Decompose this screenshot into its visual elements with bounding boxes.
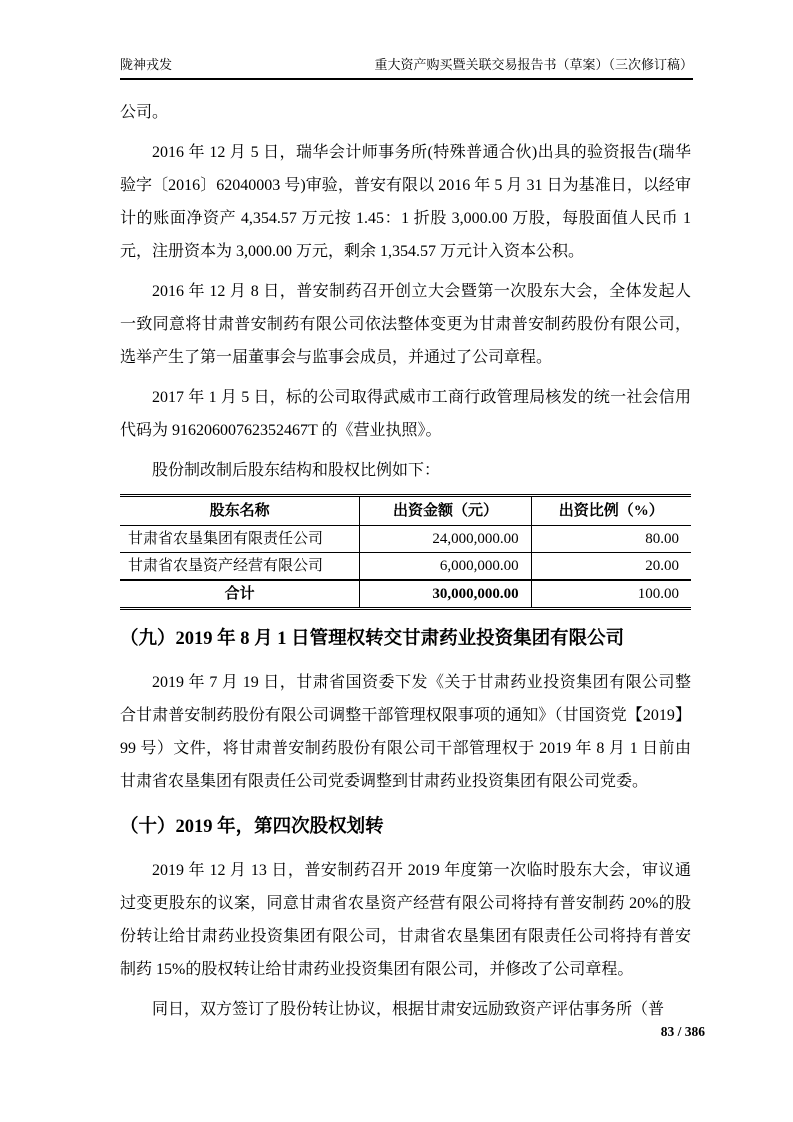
- header-right-title: 重大资产购买暨关联交易报告书（草案）（三次修订稿）: [374, 57, 693, 72]
- section-heading-10: （十）2019 年，第四次股权划转: [120, 817, 384, 837]
- column-header-contribution-ratio: 出资比例（%）: [531, 496, 691, 526]
- paragraph-business-license: 2017 年 1 月 5 日，标的公司取得武威市工商行政管理局核发的统一社会信用代码为 91620600762352467T 的《营业执照》。: [120, 389, 691, 439]
- contribution-ratio-cell: 20.00: [531, 553, 691, 581]
- total-amount-cell: 30,000,000.00: [360, 580, 531, 609]
- paragraph-management-transfer: 2019 年 7 月 19 日，甘肃省国资委下发《关于甘肃药业投资集团有限公司整合甘肃普安制药股份有限公司调整干部管理权限事项的通知》（甘国资党【2019】99 号）文件，将甘肃普安制药股份有限公司干部管理权于 2019 年 8 月 1 日前由甘肃省农垦集团有限责任公司党委调整到甘肃药业投资集团有限公司党委。: [120, 674, 691, 790]
- column-header-shareholder-name: 股东名称: [120, 496, 360, 526]
- section-heading-9: （九）2019 年 8 月 1 日管理权转交甘肃药业投资集团有限公司: [120, 629, 625, 649]
- page-number: 83 / 386: [660, 1024, 705, 1039]
- paragraph-table-intro: 股份制改制后股东结构和股权比例如下：: [152, 462, 441, 479]
- total-label-cell: 合计: [120, 580, 360, 609]
- table-row: [120, 526, 691, 553]
- contribution-amount-cell: 24,000,000.00: [360, 526, 531, 553]
- table-header-row: [120, 496, 691, 526]
- document-body: [120, 96, 691, 1033]
- page-header: [120, 54, 693, 80]
- column-header-contribution-amount: 出资金额（元）: [360, 496, 531, 526]
- paragraph-carryover: 公司。: [120, 104, 169, 121]
- shareholder-name-cell: 甘肃省农垦集团有限责任公司: [120, 526, 360, 553]
- paragraph-capital-verification: 2016 年 12 月 5 日，瑞华会计师事务所(特殊普通合伙)出具的验资报告(瑞华验字〔2016〕62040003 号)审验，普安有限以 2016 年 5 月 31 日为基准日，以经审计的账面净资产 4,354.57 万元按 1.45：1 折股 3,000.00 万股，每股面值人民币 1 元，注册资本为 3,000.00 万元，剩余 1,354.57 万元计入资本公积。: [120, 144, 691, 260]
- table-total-row: [120, 580, 691, 609]
- shareholder-structure-table: [120, 494, 691, 610]
- paragraph-founding-meeting: 2016 年 12 月 8 日，普安制药召开创立大会暨第一次股东大会，全体发起人一致同意将甘肃普安制药有限公司依法整体变更为甘肃普安制药股份有限公司，选举产生了第一届董事会与监事会成员，并通过了公司章程。: [120, 283, 691, 366]
- table-row: [120, 553, 691, 581]
- paragraph-equity-transfer: 2019 年 12 月 13 日，普安制药召开 2019 年度第一次临时股东大会，审议通过变更股东的议案，同意甘肃省农垦资产经营有限公司将持有普安制药 20%的股份转让给甘肃药业投资集团有限公司，甘肃省农垦集团有限责任公司将持有普安制药 15%的股权转让给甘肃药业投资集团有限公司，并修改了公司章程。: [120, 862, 691, 978]
- contribution-amount-cell: 6,000,000.00: [360, 553, 531, 581]
- paragraph-agreement-partial: 同日，双方签订了股份转让协议，根据甘肃安远励致资产评估事务所（普: [152, 1001, 665, 1018]
- contribution-ratio-cell: 80.00: [531, 526, 691, 553]
- total-ratio-cell: 100.00: [531, 580, 691, 609]
- shareholder-name-cell: 甘肃省农垦资产经营有限公司: [120, 553, 360, 581]
- header-left-title: 陇神戎发: [120, 57, 173, 72]
